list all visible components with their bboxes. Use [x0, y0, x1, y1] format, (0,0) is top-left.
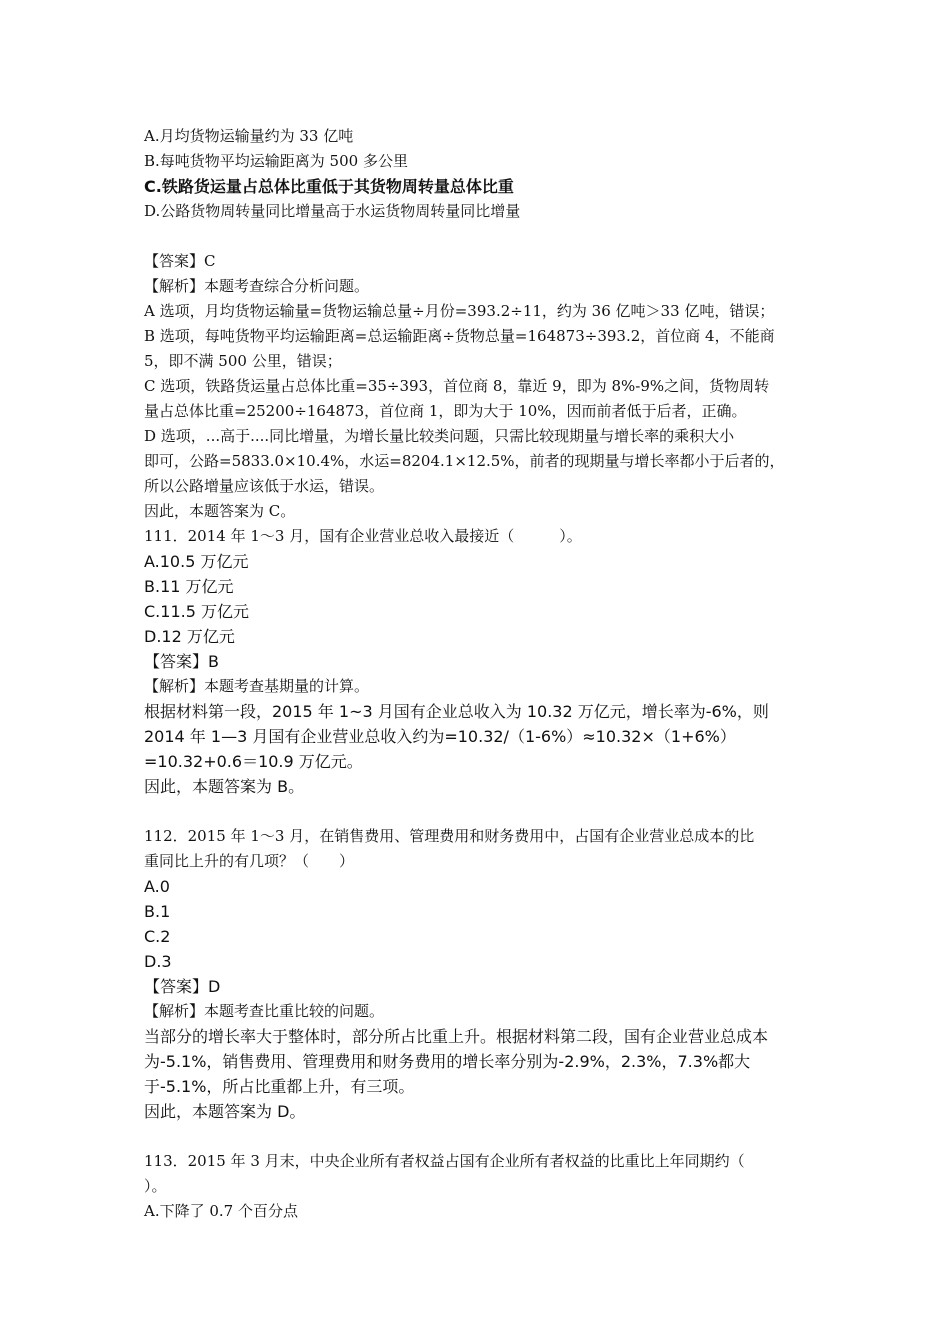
document-page	[144, 124, 824, 1224]
question-113-line: ）。	[144, 1177, 167, 1195]
q111-analysis-line: 2014 年 1—3 月国有企业营业总收入约为=10.32/（1-6%）≈10.32×（1+6%）	[144, 727, 736, 746]
analysis-line: A 选项，月均货物运输量=货物运输总量÷月份=393.2÷11，约为 36 亿吨＞33 亿吨，错误；	[144, 302, 775, 320]
question-113-line: 113．2015 年 3 月末，中央企业所有者权益占国有企业所有者权益的比重比上年同期约（	[144, 1152, 745, 1170]
analysis-line: 所以公路增量应该低于水运，错误。	[144, 477, 385, 495]
option-b: B.每吨货物平均运输距离为 500 多公里	[144, 152, 408, 170]
q112-answer: 【答案】D	[144, 977, 221, 996]
q112-analysis-line: 为-5.1%，销售费用、管理费用和财务费用的增长率分别为-2.9%，2.3%，7.3%都大	[144, 1052, 751, 1071]
q112-option-d: D.3	[144, 952, 172, 971]
q111-answer: 【答案】B	[144, 652, 219, 671]
q111-analysis-line: 根据材料第一段，2015 年 1~3 月国有企业总收入为 10.32 万亿元，增长率为-6%，则	[144, 702, 769, 721]
option-a: A.月均货物运输量约为 33 亿吨	[144, 127, 354, 145]
q112-analysis-line: 于-5.1%，所占比重都上升，有三项。	[144, 1077, 415, 1096]
q111-analysis-title: 【解析】本题考查基期量的计算。	[144, 677, 370, 695]
analysis-line: 5，即不满 500 公里，错误；	[144, 352, 342, 370]
option-c: C.铁路货运量占总体比重低于其货物周转量总体比重	[144, 177, 514, 196]
analysis-line: B 选项，每吨货物平均运输距离=总运输距离÷货物总量=164873÷393.2，首位商 4，不能商	[144, 327, 775, 345]
analysis-line: C 选项，铁路货运量占总体比重=35÷393，首位商 8，靠近 9，即为 8%-9%之间，货物周转	[144, 377, 770, 395]
conclusion: 因此，本题答案为 C。	[144, 502, 296, 520]
q111-option-a: A.10.5 万亿元	[144, 552, 249, 571]
q112-analysis-title: 【解析】本题考查比重比较的问题。	[144, 1002, 385, 1020]
analysis-title: 【解析】本题考查综合分析问题。	[144, 277, 370, 295]
analysis-line: 即可，公路=5833.0×10.4%，水运=8204.1×12.5%，前者的现期量与增长率都小于后者的，	[144, 452, 785, 470]
q112-option-c: C.2	[144, 927, 171, 946]
q112-option-a: A.0	[144, 877, 170, 896]
analysis-line: 量占总体比重=25200÷164873，首位商 1，即为大于 10%，因而前者低于后者，正确。	[144, 402, 747, 420]
analysis-line: D 选项，...高于....同比增量，为增长量比较类问题，只需比较现期量与增长率的乘积大小	[144, 427, 735, 445]
q111-conclusion: 因此，本题答案为 B。	[144, 777, 305, 796]
question-112-line: 重同比上升的有几项？（ ）	[144, 852, 355, 870]
answer-label: 【答案】C	[144, 252, 216, 270]
q112-option-b: B.1	[144, 902, 171, 921]
q111-option-b: B.11 万亿元	[144, 577, 234, 596]
question-111: 111．2014 年 1～3 月，国有企业营业总收入最接近（ ）。	[144, 527, 582, 545]
question-112-line: 112．2015 年 1～3 月，在销售费用、管理费用和财务费用中，占国有企业营业总成本的比	[144, 827, 755, 845]
q111-option-c: C.11.5 万亿元	[144, 602, 249, 621]
q113-option-a: A.下降了 0.7 个百分点	[144, 1202, 298, 1220]
option-d: D.公路货物周转量同比增量高于水运货物周转量同比增量	[144, 202, 521, 220]
q111-analysis-line: =10.32+0.6＝10.9 万亿元。	[144, 752, 363, 771]
q111-option-d: D.12 万亿元	[144, 627, 235, 646]
q112-conclusion: 因此，本题答案为 D。	[144, 1102, 306, 1121]
q112-analysis-line: 当部分的增长率大于整体时，部分所占比重上升。根据材料第二段，国有企业营业总成本	[144, 1027, 769, 1046]
